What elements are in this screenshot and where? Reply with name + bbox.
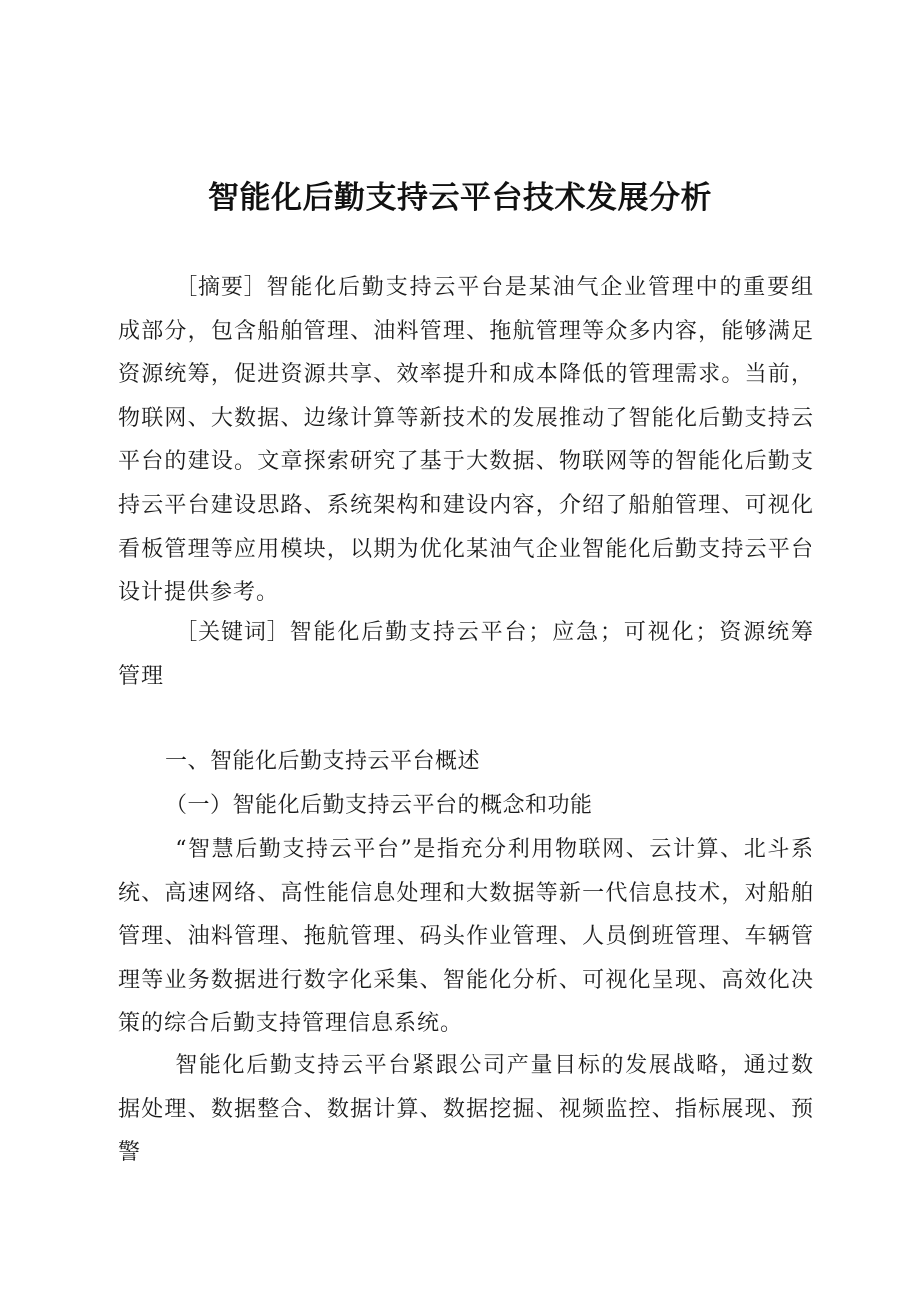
keywords-paragraph bbox=[118, 611, 814, 698]
keywords-text: 智能化后勤支持云平台；应急；可视化；资源统筹管理 bbox=[118, 620, 814, 689]
body-paragraph-1: “智慧后勤支持云平台”是指充分利用物联网、云计算、北斗系统、高速网络、高性能信息处理和大数据等新一代信息技术，对船舶管理、油料管理、拖航管理、码头作业管理、人员倒班管理、车辆管理等业务数据进行数字化采集、智能化分析、可视化呈现、高效化决策的综合后勤支持管理信息系统。 bbox=[118, 837, 814, 1037]
abstract-label: ［摘要］ bbox=[175, 275, 267, 300]
body-paragraph-2: 智能化后勤支持云平台紧跟公司产量目标的发展战略，通过数据处理、数据整合、数据计算、数据挖掘、视频监控、指标展现、预警 bbox=[118, 1053, 814, 1166]
abstract-paragraph bbox=[118, 266, 814, 615]
section-heading: 一、智能化后勤支持云平台概述 bbox=[165, 749, 481, 774]
abstract-text: 智能化后勤支持云平台是某油气企业管理中的重要组成部分，包含船舶管理、油料管理、拖航管理等众多内容，能够满足资源统筹，促进资源共享、效率提升和成本降低的管理需求。当前，物联网、大数据、边缘计算等新技术的发展推动了智能化后勤支持云平台的建设。文章探索研究了基于大数据、物联网等的智能化后勤支持云平台建设思路、系统架构和建设内容，介绍了船舶管理、可视化看板管理等应用模块，以期为优化某油气企业智能化后勤支持云平台设计提供参考。 bbox=[118, 275, 814, 606]
keywords-label: ［关键词］ bbox=[175, 620, 290, 645]
document-title: 智能化后勤支持云平台技术发展分析 bbox=[208, 180, 712, 216]
subsection-heading: （一）智能化后勤支持云平台的概念和功能 bbox=[165, 793, 593, 818]
